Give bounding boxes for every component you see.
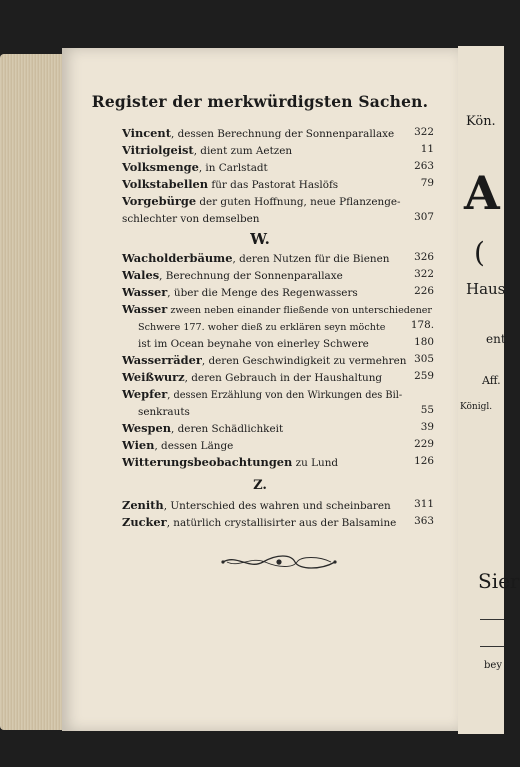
index-entry	[138, 319, 434, 333]
index-entry	[138, 404, 434, 418]
facing-text: Königl.	[460, 402, 493, 412]
entry-text: , dessen Erzählung von den Wirkungen des Bil-	[167, 390, 403, 401]
facing-text: Kön.	[466, 114, 496, 129]
entry-text: , Unterschied des wahren und scheinbaren	[163, 500, 391, 512]
entry-page: 322	[414, 126, 434, 138]
index-entry	[122, 455, 434, 469]
index-entry	[122, 302, 434, 316]
entry-page: 326	[414, 251, 434, 263]
entry-text: , deren Gebrauch in der Haushaltung	[184, 372, 383, 384]
entry-lead: Wespen	[122, 421, 172, 435]
entry-page: 11	[420, 143, 434, 155]
entry-lead: Vitriolgeist	[122, 143, 194, 157]
entry-page: 263	[414, 160, 434, 172]
entry-lead: Wacholderbäume	[122, 251, 233, 265]
entry-text: , deren Geschwindigkeit zu vermehren	[201, 355, 407, 367]
entry-lead: Zenith	[122, 498, 164, 512]
index-entry	[122, 268, 434, 282]
entry-page: 178.	[410, 319, 434, 331]
index-entry	[122, 370, 434, 384]
entry-lead: Wasserräder	[122, 353, 202, 367]
entry-lead: Volkstabellen	[122, 177, 209, 191]
index-page	[62, 48, 458, 731]
index-entry	[122, 160, 434, 174]
index-entry	[122, 285, 434, 299]
entry-text: , natürlich crystallisirter aus der Balsamine	[166, 517, 397, 529]
facing-text: Sier	[478, 569, 520, 593]
entry-text: senkrauts	[138, 406, 190, 418]
index-entry	[122, 126, 434, 140]
page-header: Register der merkwürdigsten Sachen.	[91, 92, 429, 111]
entry-text: , Berechnung der Sonnenparallaxe	[159, 270, 343, 282]
index-entry	[122, 387, 434, 401]
entry-page: 229	[414, 438, 434, 450]
index-entry	[138, 336, 434, 350]
entry-page: 39	[420, 421, 434, 433]
entry-lead: Volksmenge	[122, 160, 199, 174]
index-entry	[122, 177, 434, 191]
entry-page: 226	[414, 285, 434, 297]
index-entry	[122, 498, 434, 512]
facing-page	[458, 46, 520, 734]
entry-page: 259	[414, 370, 434, 382]
index-entry	[122, 353, 434, 367]
entry-text: zu Lund	[292, 457, 339, 469]
entry-text: , dessen Berechnung der Sonnenparallaxe	[170, 128, 395, 140]
ornament-divider-icon	[219, 554, 339, 570]
section-letter-z: Z.	[253, 478, 267, 493]
facing-text: A	[464, 166, 500, 220]
entry-lead: Vincent	[122, 126, 171, 140]
entry-lead: Witterungsbeobachtungen	[122, 455, 293, 469]
index-entry	[122, 515, 434, 529]
index-entry	[122, 143, 434, 157]
entry-page: 311	[414, 498, 434, 510]
index-entry	[122, 211, 434, 225]
entry-text: Schwere 177. woher dieß zu erklären seyn möchte	[138, 322, 386, 333]
entry-page: 305	[414, 353, 434, 365]
index-entry	[122, 251, 434, 265]
entry-page: 79	[420, 177, 434, 189]
entry-text: , deren Schädlichkeit	[171, 423, 284, 435]
facing-text: Aff.	[482, 374, 501, 387]
entry-lead: Wasser	[122, 285, 168, 299]
book-page-edge	[0, 54, 66, 730]
entry-page: 307	[414, 211, 434, 223]
entry-text: , über die Menge des Regenwassers	[167, 287, 358, 299]
entry-text: ist im Ocean beynahe von einerley Schwere	[138, 338, 369, 350]
entry-page: 363	[414, 515, 434, 527]
index-entry	[122, 421, 434, 435]
facing-rule	[480, 646, 504, 647]
section-letter-w: W.	[250, 230, 270, 248]
entry-text: der guten Hoffnung, neue Pflanzenge-	[196, 196, 401, 208]
entry-page: 180	[414, 336, 434, 348]
entry-text: , deren Nutzen für die Bienen	[232, 253, 390, 265]
entry-lead: Wasser	[122, 302, 168, 316]
entry-text: zween neben einander fließende von unterschiedener	[167, 305, 433, 316]
facing-text: (	[474, 236, 485, 269]
entry-text: , dessen Länge	[154, 440, 234, 452]
index-entry	[122, 438, 434, 452]
entry-text: schlechter von demselben	[122, 213, 260, 225]
entry-text: , in Carlstadt	[198, 162, 268, 174]
entry-lead: Wales	[122, 268, 160, 282]
entry-lead: Weißwurz	[122, 370, 185, 384]
facing-text: Haus	[466, 280, 506, 298]
entry-page: 322	[414, 268, 434, 280]
facing-text: bey	[484, 660, 502, 671]
entry-lead: Zucker	[122, 515, 167, 529]
entry-lead: Wepfer	[122, 387, 168, 401]
facing-rule	[480, 619, 504, 620]
index-entry	[122, 194, 434, 208]
facing-text: ent	[486, 332, 506, 346]
entry-text: , dient zum Aetzen	[193, 145, 293, 157]
entry-lead: Wien	[122, 438, 155, 452]
entry-page: 55	[420, 404, 434, 416]
entry-page: 126	[414, 455, 434, 467]
entry-lead: Vorgebürge	[122, 194, 197, 208]
entry-text: für das Pastorat Haslöfs	[208, 179, 339, 191]
